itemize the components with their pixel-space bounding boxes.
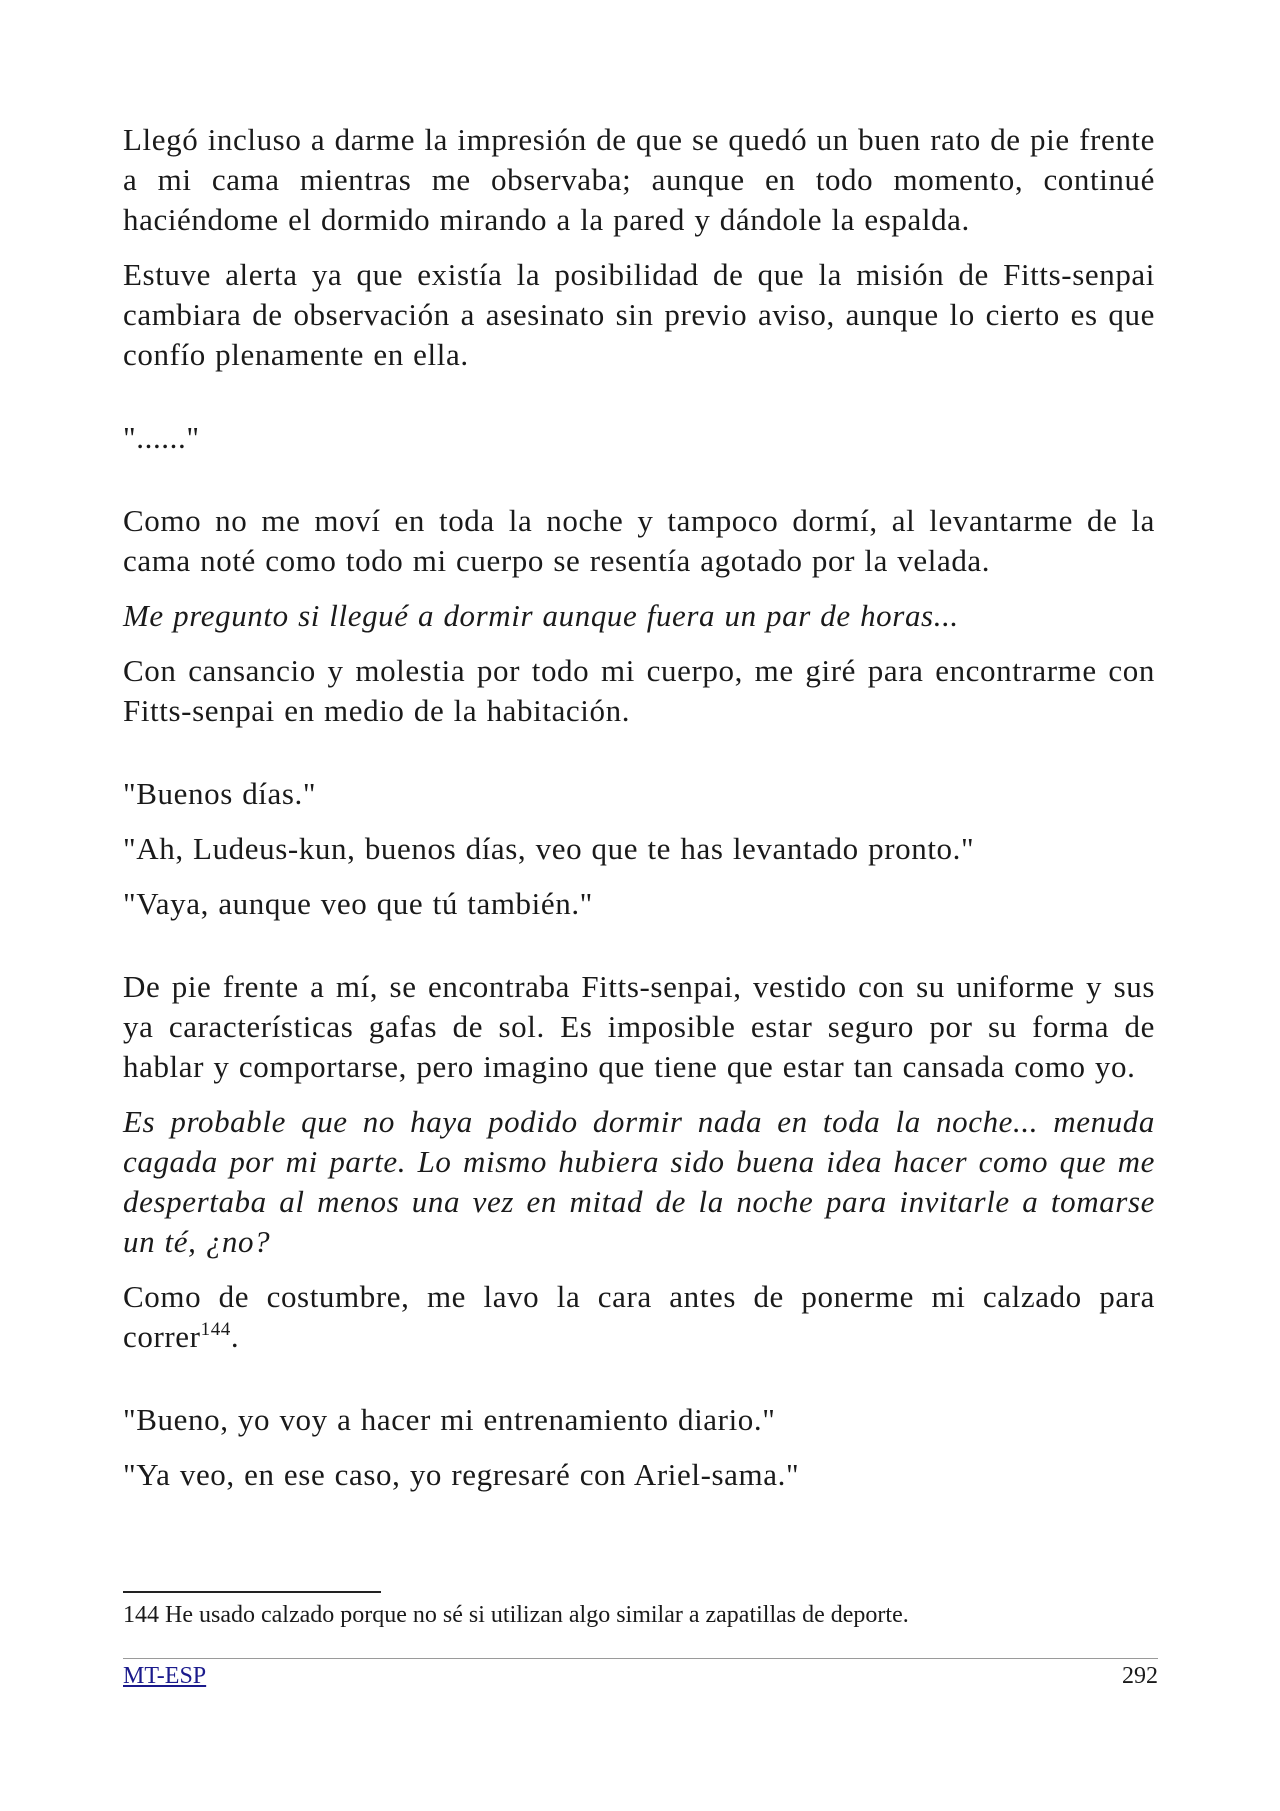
inner-thought: Me pregunto si llegué a dormir aunque fuera un par de horas...: [123, 598, 959, 633]
footer-link-mt-esp[interactable]: MT-ESP: [123, 1663, 207, 1689]
inner-thought: Es probable que no haya podido dormir nada en toda la noche... menuda cagada por mi parte. Lo mismo hubiera sido buena idea hacer como que me despertaba al menos una vez en mitad de la noche para invitarle a tomarse un té, ¿no?: [123, 1104, 1155, 1259]
paragraph: Con cansancio y molestia por todo mi cuerpo, me giré para encontrarme con Fitts-senpai en medio de la habitación.: [123, 653, 1155, 728]
dialogue-line: "Bueno, yo voy a hacer mi entrenamiento diario.": [123, 1402, 776, 1437]
footnote-divider: [123, 1591, 381, 1593]
paragraph: Llegó incluso a darme la impresión de que se quedó un buen rato de pie frente a mi cama mientras me observaba; aunque en todo momento, continué haciéndome el dormido mirando a la pared y dándole la espalda.: [123, 122, 1155, 237]
page-number: 292: [1122, 1663, 1158, 1689]
dialogue-line: "Ah, Ludeus-kun, buenos días, veo que te has levantado pronto.": [123, 831, 975, 866]
paragraph: De pie frente a mí, se encontraba Fitts-senpai, vestido con su uniforme y sus ya características gafas de sol. Es imposible estar seguro por su forma de hablar y comportarse, pero imagino que tiene que estar tan cansada como yo.: [123, 969, 1155, 1084]
paragraph: Como no me moví en toda la noche y tampoco dormí, al levantarme de la cama noté como todo mi cuerpo se resentía agotado por la velada.: [123, 503, 1155, 578]
paragraph-text: Como de costumbre, me lavo la cara antes de ponerme mi calzado para correr: [123, 1279, 1155, 1354]
page-body: [123, 120, 1155, 1510]
footer-divider: [123, 1658, 1158, 1659]
dialogue-line: "Vaya, aunque veo que tú también.": [123, 886, 593, 921]
dialogue-line: "......": [123, 420, 200, 455]
footnote-reference[interactable]: 144: [200, 1319, 231, 1340]
paragraph-trailing: .: [230, 1319, 240, 1354]
dialogue-line: "Ya veo, en ese caso, yo regresaré con Ariel-sama.": [123, 1457, 800, 1492]
dialogue-line: "Buenos días.": [123, 776, 317, 811]
paragraph-with-footnote: [123, 1277, 1155, 1357]
paragraph: Estuve alerta ya que existía la posibilidad de que la misión de Fitts-senpai cambiara de observación a asesinato sin previo aviso, aunque lo cierto es que confío plenamente en ella.: [123, 257, 1155, 372]
footnote: 144 He usado calzado porque no sé si utilizan algo similar a zapatillas de deporte.: [123, 1602, 909, 1628]
